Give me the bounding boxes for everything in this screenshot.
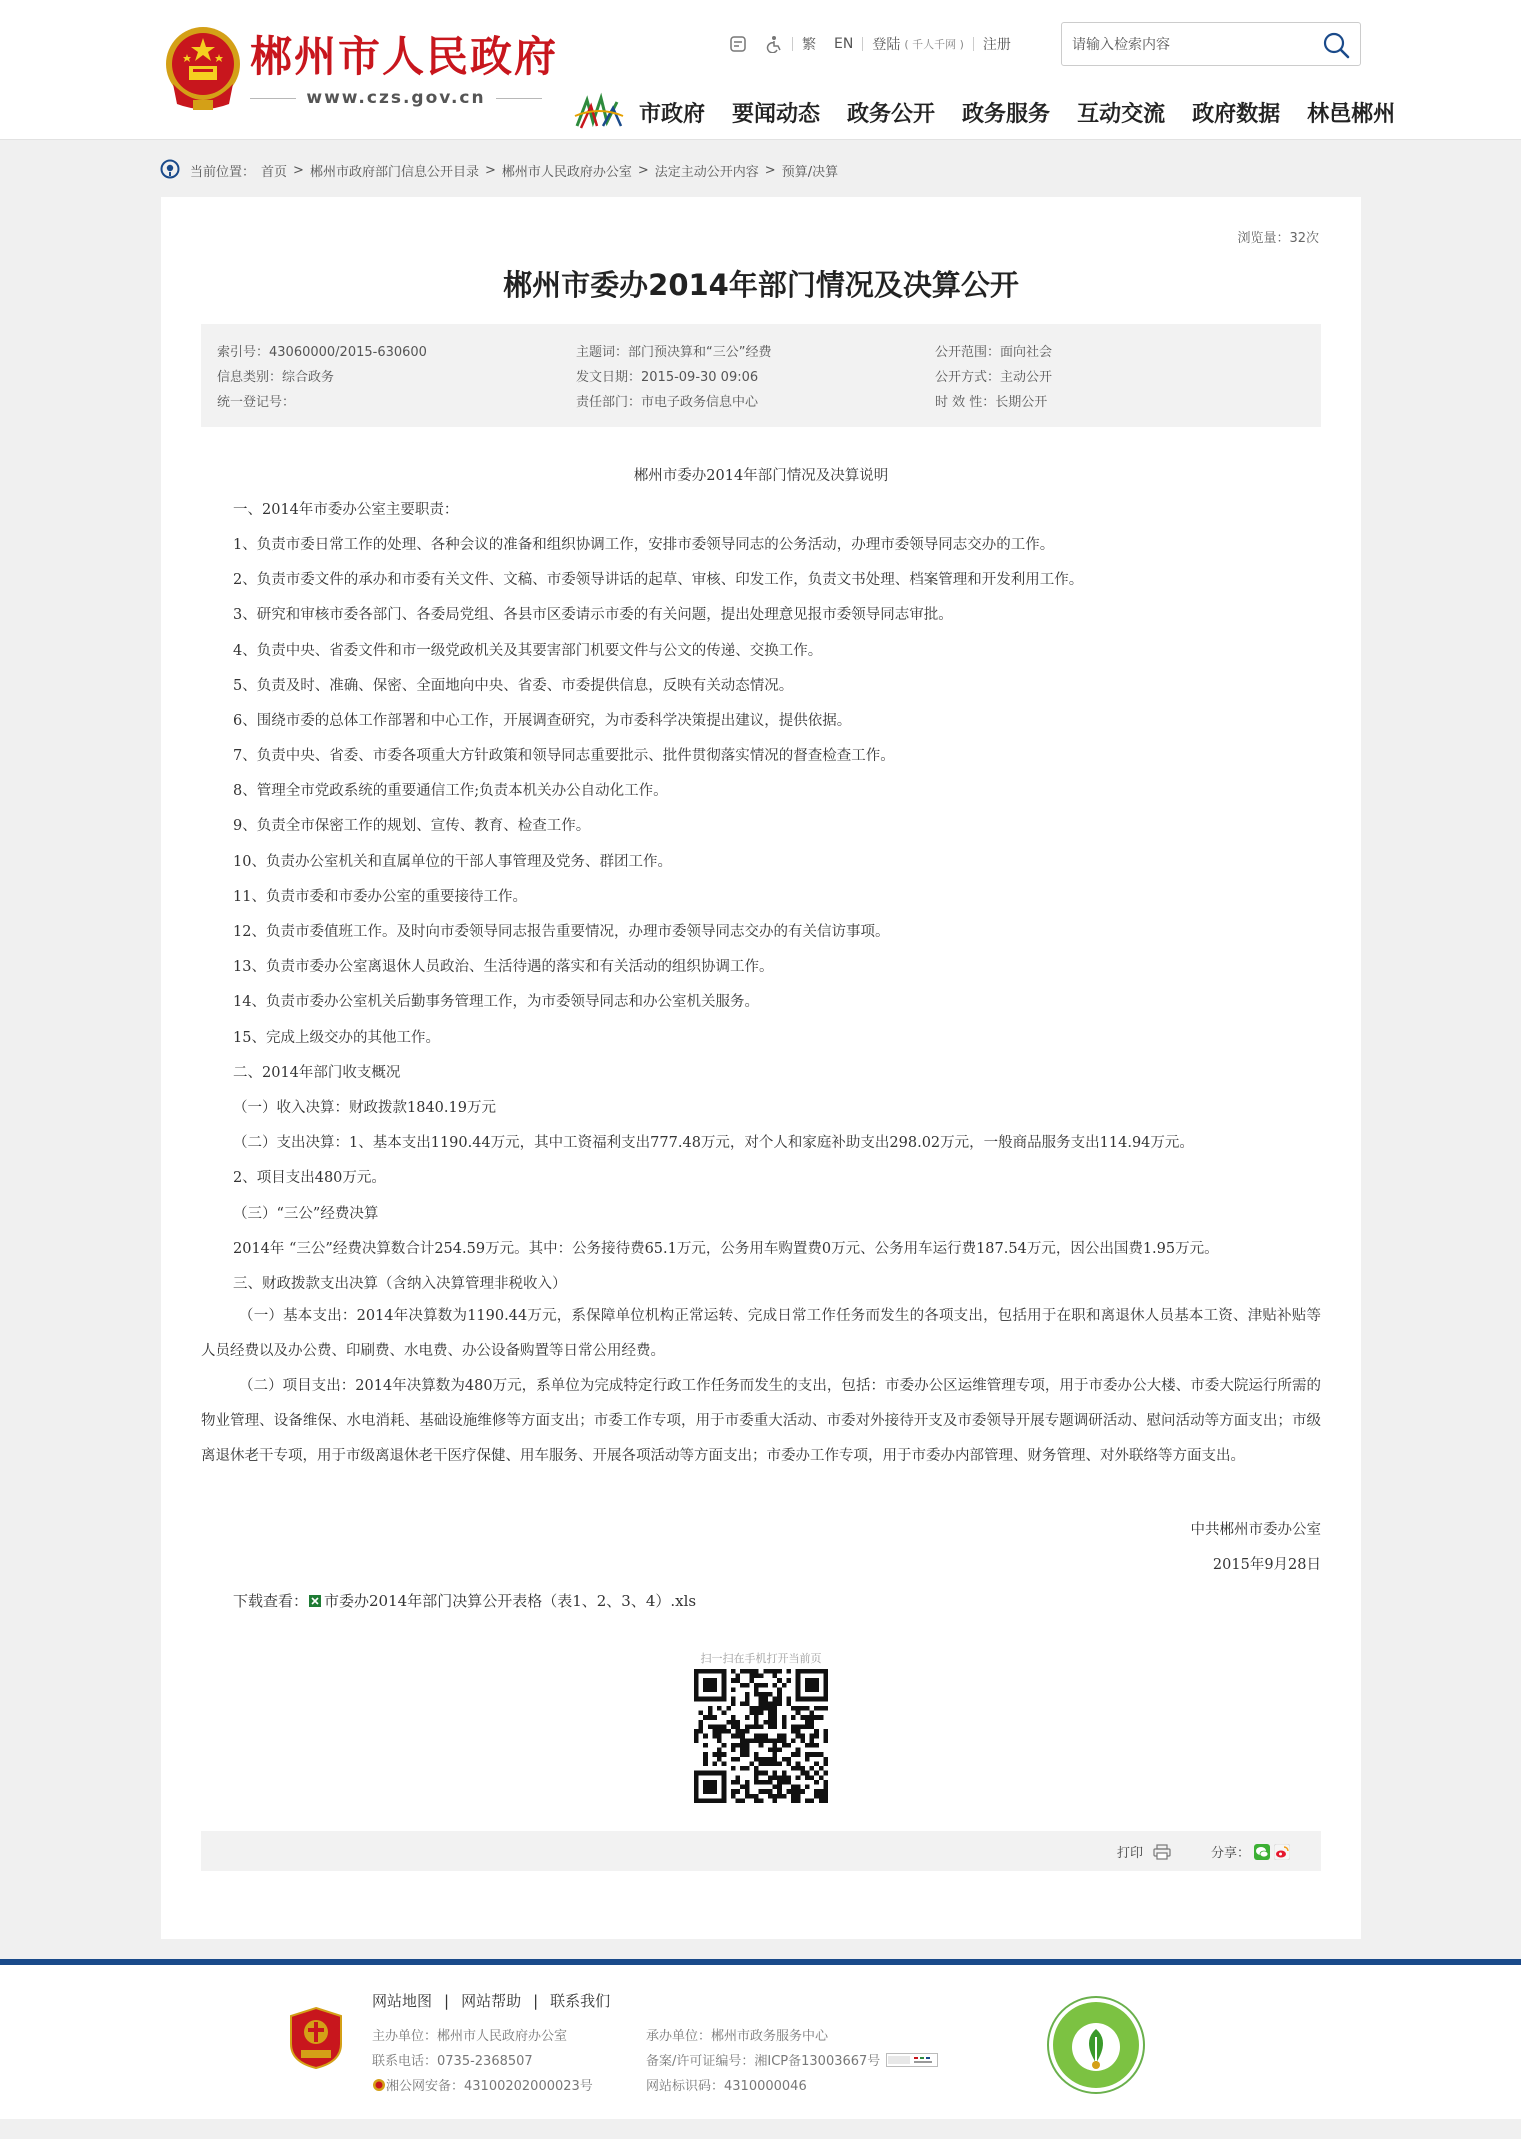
site-url: [250, 87, 542, 109]
body-line: 14、负责市委办公室机关后勤事务管理工作，为市委领导同志和办公室机关服务。: [233, 994, 759, 1010]
footer-link-sitemap[interactable]: 网站地图: [372, 1992, 433, 2010]
sign-date: 2015年9月28日: [1212, 1557, 1321, 1573]
body-line: 1、负责市委日常工作的处理、各种会议的准备和组织协调工作，安排市委领导同志的公务活动，办理市委领导同志交办的工作。: [233, 537, 1055, 553]
footer-police-text: 湘公网安备：43100202000023号: [386, 2079, 593, 2094]
breadcrumb-separator: >: [484, 162, 496, 178]
share-group: [1211, 1842, 1290, 1861]
elder-mode-button[interactable]: [720, 35, 756, 53]
download-filename: 市委办2014年部门决算公开表格（表1、2、3、4）.xls: [324, 1592, 697, 1610]
police-badge-icon: [372, 2078, 386, 2092]
login-label: 登陆: [872, 37, 901, 53]
city-logo-icon: [573, 92, 625, 132]
footer-sponsor: 主办单位：郴州市人民政府办公室: [372, 2029, 568, 2044]
footer-police-record[interactable]: [372, 2075, 593, 2094]
main-nav: [573, 92, 1395, 132]
body-line: 12、负责市委值班工作。及时向市委领导同志报告重要情况，办理市委领导同志交办的有关信访事项。: [233, 924, 890, 940]
body-line: 2、负责市委文件的承办和市委有关文件、文稿、市委领导讲话的起草、审核、印发工作，负责文书处理、档案管理和开发利用工作。: [233, 572, 1084, 588]
body-line: 10、负责办公室机关和直属单位的干部人事管理及党务、群团工作。: [233, 854, 672, 870]
body-line: 6、围绕市委的总体工作部署和中心工作，开展调查研究，为市委科学决策提出建议，提供依据。: [233, 713, 852, 729]
meta-validity: 时 效 性：长期公开: [935, 395, 1048, 410]
footer-link-separator: |: [533, 1991, 539, 2010]
cnzz-stat-icon: [886, 2053, 938, 2067]
body-line: 三、财政拨款支出决算（含纳入决算管理非税收入）: [233, 1276, 567, 1292]
body-line: 13、负责市委办公室离退休人员政治、生活待遇的落实和有关活动的组织协调工作。: [233, 959, 774, 975]
footer-link-contact[interactable]: 联系我们: [550, 1992, 611, 2010]
body-paragraph-basic: （一）基本支出：2014年决算数为1190.44万元，系保障单位机构正常运转、完成日常工作任务而发生的各项支出，包括用于在职和离退休人员基本工资、津贴补贴等人员经费以及办公费、印刷费、水电费、办公设备购置等日常公用经费。: [201, 1308, 1321, 1359]
body-line: 9、负责全市保密工作的规划、宣传、教育、检查工作。: [233, 818, 591, 834]
share-label: 分享：: [1211, 1846, 1251, 1861]
site-header: [0, 0, 1521, 140]
meta-index-no: 索引号：43060000/2015-630600: [217, 345, 427, 360]
nav-item-government-affairs[interactable]: 政务公开: [847, 101, 936, 127]
body-line: 3、研究和审核市委各部门、各委局党组、各县市区委请示市委的有关问题，提出处理意见报市委领导同志审批。: [233, 607, 953, 623]
meta-date: 发文日期：2015-09-30 09:06: [576, 370, 759, 385]
body-line: （二）支出决算：1、基本支出1190.44万元，其中工资福利支出777.48万元，对个人和家庭补助支出298.02万元，一般商品服务支出114.94万元。: [233, 1135, 1194, 1151]
body-paragraph-project: （二）项目支出：2014年决算数为480万元，系单位为完成特定行政工作任务而发生的支出，包括：市委办公区运维管理专项，用于市委办公大楼、市委大院运行所需的物业管理、设备维保、水电消耗、基础设施维修等方面支出；市委工作专项，用于市委重大活动、市委对外接待开支及市委领导开展专题调研活动、慰问活动等方面支出；市级离退休老干专项，用于市级离退休老干医疗保健、用车服务、开展各项活动等方面支出；市委办工作专项，用于市委办内部管理、财务管理、对外联络等方面支出。: [201, 1378, 1321, 1464]
print-label: 打印: [1117, 1846, 1144, 1861]
print-button[interactable]: [1117, 1842, 1171, 1861]
footer-link-separator: |: [444, 1991, 450, 2010]
nav-item-government-data[interactable]: 政府数据: [1192, 101, 1281, 127]
signature: 中共郴州市委办公室: [1190, 1522, 1321, 1538]
login-note: ( 千人千网 ): [904, 38, 964, 51]
body-line: 7、负责中央、省委、市委各项重大方针政策和领导同志重要批示、批件贯彻落实情况的督查检查工作。: [233, 748, 895, 764]
footer-links: [372, 1990, 610, 2011]
footer-organizer: 承办单位：郴州市政务服务中心: [646, 2029, 829, 2044]
footer-icp[interactable]: [646, 2050, 938, 2069]
breadcrumb-statutory[interactable]: 法定主动公开内容: [654, 164, 759, 180]
breadcrumb-separator: >: [293, 162, 304, 178]
english-button[interactable]: EN: [834, 36, 854, 52]
share-bar: [201, 1831, 1321, 1871]
breadcrumb-separator: >: [637, 162, 649, 178]
article-container: [161, 197, 1361, 1939]
article-meta: [201, 324, 1321, 427]
site-url-text: www.czs.gov.cn: [306, 88, 486, 108]
download-label: 下载查看：: [233, 1592, 309, 1610]
article-title: 郴州市委办2014年部门情况及决算公开: [503, 268, 1019, 302]
site-name[interactable]: 郴州市人民政府: [250, 32, 559, 81]
nav-item-government-services[interactable]: 政务服务: [962, 101, 1051, 127]
breadcrumb-office[interactable]: 郴州市人民政府办公室: [501, 164, 632, 180]
body-line: 8、管理全市党政系统的重要通信工作;负责本机关办公自动化工作。: [233, 783, 668, 799]
login-button[interactable]: [863, 34, 973, 54]
footer-icp-text: 备案/许可证编号：湘ICP备13003667号: [646, 2054, 881, 2069]
search-box: [1061, 22, 1361, 66]
accessibility-icon: [765, 35, 783, 53]
party-government-icon[interactable]: [289, 2006, 343, 2070]
national-emblem-icon[interactable]: [163, 24, 243, 112]
meta-method: 公开方式：主动公开: [935, 370, 1053, 385]
body-line: 4、负责中央、省委文件和市一级党政机关及其要害部门机要文件与公文的传递、交换工作。: [233, 643, 823, 659]
nav-item-interaction[interactable]: 互动交流: [1077, 101, 1166, 127]
meta-dept: 责任部门：市电子政务信息中心: [576, 395, 759, 410]
qr-code-icon: [694, 1669, 828, 1803]
footer-link-help[interactable]: 网站帮助: [461, 1992, 522, 2010]
body-line: 二、2014年部门收支概况: [233, 1065, 401, 1081]
meta-subject: 主题词：部门预决算和“三公”经费: [576, 345, 772, 360]
traditional-chinese-button[interactable]: 繁: [802, 37, 816, 53]
breadcrumb-label: 当前位置：: [190, 164, 256, 180]
nav-item-news[interactable]: 要闻动态: [732, 101, 821, 127]
body-line: 2、项目支出480万元。: [233, 1170, 386, 1186]
qr-caption: 扫一扫在手机打开当前页: [700, 1652, 822, 1665]
article-subtitle: 郴州市委办2014年部门情况及决算说明: [633, 468, 889, 484]
search-icon[interactable]: [1322, 31, 1350, 59]
meta-scope: 公开范围：面向社会: [935, 345, 1053, 360]
meta-unified-no: 统一登记号：: [217, 395, 296, 410]
view-count: 浏览量：32次: [1237, 231, 1319, 246]
wechat-icon[interactable]: [1254, 1844, 1270, 1860]
meta-info-type: 信息类别：综合政务: [217, 370, 335, 385]
body-line: （三）“三公”经费决算: [233, 1206, 379, 1222]
body-line: 5、负责及时、准确、保密、全面地向中央、省委、市委提供信息，反映有关动态情况。: [233, 678, 794, 694]
body-line: 2014年 “三公”经费决算数合计254.59万元。其中：公务接待费65.1万元，公务用车购置费0万元、公务用车运行费187.54万元，因公出国费1.95万元。: [233, 1241, 1219, 1257]
download-row: [233, 1590, 696, 1611]
body-line: （一）收入决算：财政拨款1840.19万元: [233, 1100, 496, 1116]
breadcrumb-separator: >: [764, 162, 776, 178]
location-pin-icon: [160, 159, 180, 181]
top-toolbar: [720, 32, 1020, 56]
body-line: 一、2014年市委办公室主要职责：: [233, 502, 459, 518]
qr-modules: [694, 1669, 828, 1803]
nav-item-linyi-chenzhou[interactable]: 林邑郴州: [1307, 101, 1396, 127]
excel-file-icon: [308, 1594, 322, 1608]
site-footer: [0, 1959, 1521, 2119]
printer-icon: [1153, 1844, 1171, 1860]
breadcrumb: [160, 157, 838, 183]
breadcrumb-budget[interactable]: 预算/决算: [781, 164, 839, 180]
nav-item-city-government[interactable]: 市政府: [639, 101, 706, 127]
breadcrumb-directory[interactable]: 郴州市政府部门信息公开目录: [309, 164, 479, 180]
elder-mode-icon: [729, 35, 747, 53]
footer-site-id: 网站标识码：4310000046: [646, 2079, 807, 2094]
search-input[interactable]: [1072, 33, 1302, 57]
civilized-city-badge-icon[interactable]: [1046, 1995, 1146, 2095]
breadcrumb-home[interactable]: 首页: [261, 164, 288, 180]
weibo-icon[interactable]: [1274, 1844, 1290, 1860]
body-line: 15、完成上级交办的其他工作。: [233, 1030, 440, 1046]
register-button[interactable]: 注册: [982, 37, 1011, 53]
footer-phone: 联系电话：0735-2368507: [372, 2054, 533, 2069]
accessibility-button[interactable]: [756, 35, 792, 53]
download-link[interactable]: [308, 1590, 696, 1611]
body-line: 11、负责市委和市委办公室的重要接待工作。: [233, 889, 527, 905]
